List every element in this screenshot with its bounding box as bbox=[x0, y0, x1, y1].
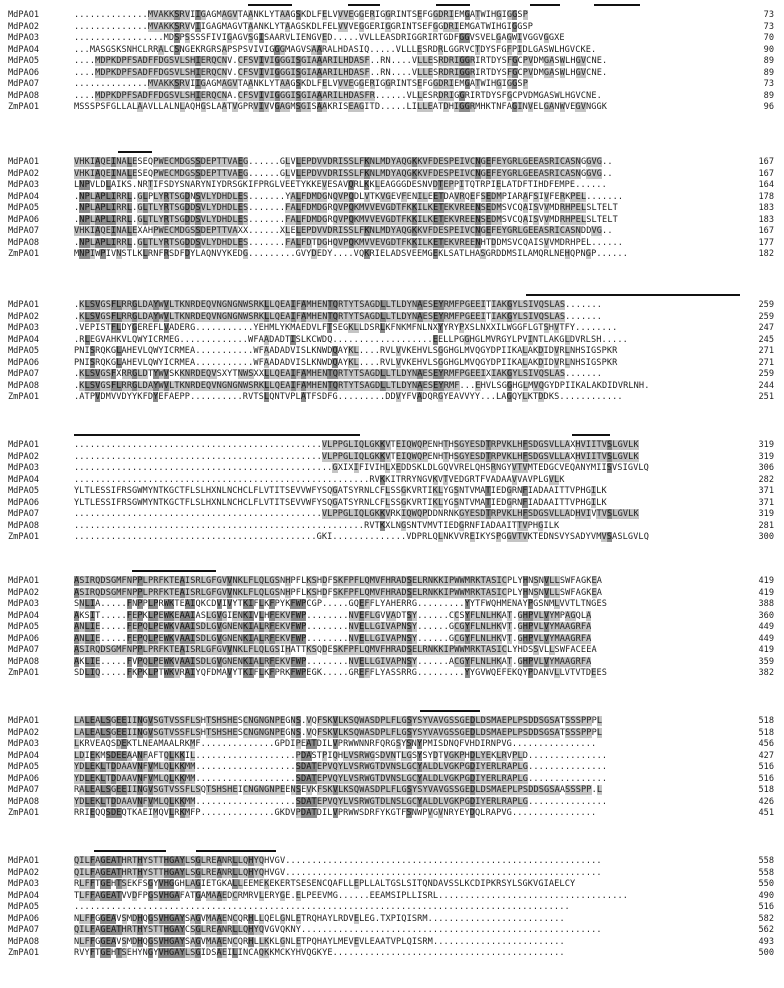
residue-position: 183 bbox=[758, 214, 774, 225]
alignment-row bbox=[0, 452, 784, 463]
residue-position: 319 bbox=[758, 509, 774, 519]
sequence-name: MdPAO4 bbox=[8, 890, 40, 901]
sequence-residues: ...............................................VLPPGLIQLGKKVTEIQWQPENHTHSGYESDTRPVKLHFSDGSVLLAXHVIITVSLGVLK bbox=[74, 440, 639, 450]
alignment-row bbox=[0, 68, 784, 79]
conserved-region-bar bbox=[420, 710, 480, 712]
sequence-residues: .................................................GXIXIFIVIHLXEDDSKLDLGQVVRELQHSRNGYVTVMTEDGCVEQANYMIISVSIGVLQ bbox=[74, 463, 649, 473]
sequence-residues: .................MDSPSSSSFIVIGAGVSGISAARVLIENGVED.....VVLLEASDRIGGRIRTGDFGGVSVELGAGWIVGGVGGXE bbox=[74, 33, 565, 43]
sequence-residues: ........................................................RVKKITRRYNGVKVTVEDGRTFVADAAVVAVPLGVLK bbox=[74, 474, 565, 485]
alignment-row bbox=[0, 335, 784, 346]
sequence-name: MdPAO2 bbox=[8, 727, 40, 738]
sequence-residues: .VEPISTFLDYGEREFLVADERG...........YEHMLYKMAEDVLFTSEGKLLDSRLKFNKMFNLNXYYRYPXSLNXXILWGGFLGTSHVTFY........ bbox=[74, 323, 618, 333]
alignment-block bbox=[0, 852, 784, 964]
alignment-row bbox=[0, 346, 784, 357]
sequence-name: MdPAO5 bbox=[8, 902, 40, 912]
sequence-name: MdPAO1 bbox=[8, 300, 40, 310]
alignment-row bbox=[0, 369, 784, 380]
alignment-row bbox=[0, 10, 784, 21]
sequence-name: ZmPAO1 bbox=[8, 392, 40, 402]
sequence-name: MdPAO7 bbox=[8, 509, 40, 519]
conserved-region-bar bbox=[526, 294, 740, 296]
residue-position: 562 bbox=[758, 925, 774, 935]
sequence-residues: ...MASGSKSNHCLRRALCSNGEKRGRSAPSPSVIVIGGGMAGVSAARALHDASIQ.....VLLLESRDRLGGRVCTDYSFGFPIDLGASWLHGVCKE. bbox=[74, 44, 597, 55]
sequence-residues: ..............................................GKI..............VDPRLQLNKVVREIKYSPGGVTVKTEDNSVYSADYVMVSASLGVLQ bbox=[74, 532, 649, 542]
sequence-name: ZmPAO1 bbox=[8, 808, 40, 818]
alignment-block bbox=[0, 296, 784, 408]
residue-position: 456 bbox=[758, 739, 774, 749]
sequence-residues: QILFAGEATHRTHYSTTHGAYLSGLREANRLLQHYQHVGV............................................................ bbox=[74, 867, 602, 878]
sequence-name: MdPAO6 bbox=[8, 67, 40, 78]
sequence-name: ZmPAO1 bbox=[8, 102, 40, 112]
sequence-residues: RVYFTGEHTSEHYNGYVHGAYLSGIDSAEILINCAQKKMCKYHVQGKYE............................................ bbox=[74, 948, 565, 958]
alignment-row bbox=[0, 91, 784, 102]
sequence-name: MdPAO6 bbox=[8, 633, 40, 644]
alignment-row bbox=[0, 440, 784, 451]
sequence-residues: VHKIAQEINALEXAHPWECMDGSSDEPTTVAXX......XLELEPDVVDRISSLFKNLMDYAQGKKVFDESPEIVCNGEFEYGRLGEEASRICASNDDVG.. bbox=[74, 226, 613, 236]
sequence-residues: TLFFAGEATVVDFPGSVHGAFATGAMAAEDCRMRVLERYGE.ELPEEVMG......EEAMSIPLLISRL.................................... bbox=[74, 890, 629, 901]
alignment-row bbox=[0, 622, 784, 633]
sequence-name: MdPAO2 bbox=[8, 587, 40, 598]
sequence-name: MdPAO5 bbox=[8, 622, 40, 632]
residue-position: 306 bbox=[758, 463, 774, 473]
alignment-row bbox=[0, 509, 784, 520]
alignment-row bbox=[0, 785, 784, 796]
residue-position: 271 bbox=[758, 357, 774, 368]
alignment-row bbox=[0, 192, 784, 203]
residue-position: 449 bbox=[758, 622, 774, 632]
alignment-row bbox=[0, 891, 784, 902]
sequence-residues: PNISRQKGLAHEVLQWYICRMEA...........WFAADADVISLKNWDQAYKL....RVLVVKEHVLSGGHGLMVQGYDPIIKALAKDIDVRLNHSIGSPKR bbox=[74, 346, 618, 356]
sequence-residues: RLFFTGEHTSEKFSGYVHGGHLAGIETGKALLEEMEKEKERTSESENCQAFLLEPLLALTGSLSITQNDAVSSLKCDIPKRSYLSGKVGIAELCY bbox=[74, 879, 576, 889]
sequence-name: MdPAO5 bbox=[8, 346, 40, 356]
sequence-residues: .KLSVGSFLRRGLDAYWVLTKNRDEQVNGNGNWSRKLLQEAIFAMHENTQRTYTSAGDLLTLDYNAESEYRMF...EHVLSGGHGLMVQGYDPIIKALAKDIDVRLNH. bbox=[74, 380, 650, 391]
residue-position: 167 bbox=[758, 168, 774, 179]
sequence-name: MdPAO5 bbox=[8, 486, 40, 496]
sequence-name: MdPAO3 bbox=[8, 599, 40, 609]
alignment-row bbox=[0, 180, 784, 191]
sequence-residues: NLFFGGEAVSMDHQGSVHGAYSAGVMAAENCQRHLLQELGNLETRQHAYLRDVELEG.TXPIQISRM.......................... bbox=[74, 913, 565, 924]
residue-position: 251 bbox=[758, 392, 774, 402]
alignment-row bbox=[0, 937, 784, 948]
residue-position: 70 bbox=[763, 33, 774, 43]
sequence-residues: .KLSVGSFLRRGLDAYWVLTKNRDEQVNGNGNWSRKLLQEAIFAMHENTQRTYTSAGDLLTLDYNAESEYRMFPGEEITIAKGYLSIVQSLAS....... bbox=[74, 311, 603, 322]
alignment-row bbox=[0, 392, 784, 403]
residue-position: 493 bbox=[758, 936, 774, 947]
alignment-row bbox=[0, 238, 784, 249]
sequence-name: MdPAO1 bbox=[8, 10, 40, 20]
sequence-residues: .NPLAPLIRRL.GLTLYRTSGDDSVLYDHDLES.......FALFDMDGRQVPQKMVVEVGDTFKKILKETEKVREENSEDMSVCQAISVVMDRHPELSLTELT bbox=[74, 214, 618, 225]
sequence-residues: LKRVEAQSDEKTLNEAMAALRKMF..............GPDIPEATDILVPRWWNNRFQRGSYSNYPMISDNQFVHDIRNPVG................ bbox=[74, 739, 597, 749]
alignment-row bbox=[0, 739, 784, 750]
sequence-name: MdPAO7 bbox=[8, 226, 40, 236]
sequence-name: MdPAO1 bbox=[8, 440, 40, 450]
sequence-residues: MNPIWPIVNSTLKLRNFRSDFDYLAQNVYKEDG.........GVYDEDY....VQKRIELADSVEEMGEKLSATLHASGRDDMSILAMQRLNEHQPNGP...... bbox=[74, 249, 628, 259]
conserved-region-bar bbox=[248, 4, 292, 6]
conserved-region-bar bbox=[594, 4, 640, 6]
residue-position: 183 bbox=[758, 203, 774, 213]
alignment-row bbox=[0, 463, 784, 474]
sequence-residues: MSSSPSFGLLALAAVLLALNLAQHGSLAATVGPRVIVVGAGMSGISAAKRISEAGITD.....LILLEATDHIGGRMHKTNFAGINVELGANWVEGVNGGK bbox=[74, 102, 608, 112]
sequence-residues: ANLIE.....FEPQLPEWKVAAISDLGVGNENKIALRFEKVFWP........NVELLGIVAPNSY......GCGYFLNLHKVT.GHPVLVYMAAGRFA bbox=[74, 622, 592, 632]
sequence-name: MdPAO3 bbox=[8, 323, 40, 333]
sequence-name: MdPAO8 bbox=[8, 520, 40, 531]
sequence-name: MdPAO4 bbox=[8, 334, 40, 345]
sequence-residues: .KLSVGSFXRRGLDTYWVSKKNRDEQVSXYTNWSXXLLQEAIFAMHENTQRTYTSAGDLLTLDYNAESEYRMFPGEEIXIAKGYLSIVQSLAS....... bbox=[74, 369, 603, 379]
sequence-residues: YLTLESSIFRSGWMYNTKGCTFLSLHXNLNCHCLFLVTITSEVVWFYSQGATSYRNLCFLSSGKVRTIKLYGSNTVMATIEDGRNFIADAAITTVPHGILK bbox=[74, 497, 607, 508]
residue-position: 247 bbox=[758, 323, 774, 333]
sequence-name: MdPAO1 bbox=[8, 576, 40, 586]
sequence-name: MdPAO2 bbox=[8, 867, 40, 878]
sequence-residues: ..............MVAKKSRVIIGAGMAGVTAANKLYTAAGSKDLFELVVVEGGERIGGRINTSEFGGDRIEMGATWIHGIGGSP bbox=[74, 10, 528, 20]
sequence-name: MdPAO8 bbox=[8, 656, 40, 667]
alignment-row bbox=[0, 56, 784, 67]
residue-position: 281 bbox=[758, 520, 774, 531]
sequence-name: MdPAO6 bbox=[8, 214, 40, 225]
residue-position: 516 bbox=[758, 773, 774, 784]
alignment-row bbox=[0, 588, 784, 599]
residue-position: 419 bbox=[758, 645, 774, 655]
alignment-row bbox=[0, 486, 784, 497]
sequence-residues: ..............MVAKKSRVIIGAGMAGVTAANKLYTAAGSKDLFELVVVEGGERIGGRINTSEFGGDRIEMGATWIHGIGGSP bbox=[74, 79, 528, 89]
residue-position: 371 bbox=[758, 497, 774, 508]
sequence-residues: .......................................................RVTKXLNGSNTVMVTIEDGRNFIADAAITTVPHGILK bbox=[74, 520, 560, 531]
alignment-row bbox=[0, 925, 784, 936]
residue-position: 259 bbox=[758, 311, 774, 322]
alignment-row bbox=[0, 657, 784, 668]
alignment-row bbox=[0, 645, 784, 656]
alignment-row bbox=[0, 300, 784, 311]
sequence-residues: AKSIT.....FEPKLPEWKEAAIASLGVGIENKIVLHFEKVFWP........NVEFLGVVADTSY......CCSYFLNLHKAT.GHPVLVYMPAGQLA bbox=[74, 610, 592, 621]
alignment-row bbox=[0, 169, 784, 180]
sequence-name: MdPAO1 bbox=[8, 157, 40, 167]
sequence-name: MdPAO5 bbox=[8, 203, 40, 213]
residue-position: 73 bbox=[763, 10, 774, 20]
sequence-name: ZmPAO1 bbox=[8, 532, 40, 542]
alignment-row bbox=[0, 751, 784, 762]
sequence-name: MdPAO8 bbox=[8, 796, 40, 807]
sequence-residues: YDLEKLTDDAAVNFVMLQLKKMM...................SDATEPVQYLVSRWGTDVNSLGCYALDLVGKPGDIYERLRAPLG............... bbox=[74, 773, 608, 784]
sequence-name: MdPAO8 bbox=[8, 380, 40, 391]
alignment-row bbox=[0, 902, 784, 913]
sequence-name: MdPAO3 bbox=[8, 33, 40, 43]
sequence-residues: ....MDPKDPFSADFFDGSVLSHIERQCNV.CFSVIVIGGGISGIAAARILHDASF..RN....VLLESRDRIGGRIRTDYSFGCPVDMGASWLHGVCNE. bbox=[74, 56, 608, 66]
alignment-block bbox=[0, 436, 784, 548]
alignment-row bbox=[0, 879, 784, 890]
sequence-residues: .NPLAPLIRRL.GLTLYRTSGDDSVLYDHDLES.......FALFDMDGRQVPQKMVVEVGDTFKKILKETEKVREENSEDMSVCQAISVVMDRHPELSLTELT bbox=[74, 203, 618, 213]
residue-position: 259 bbox=[758, 300, 774, 310]
sequence-residues: VHKIAQEINALESEQPWECMDGSSDEPTTVAEG......GLVLEPDVVDRISSLFKNLMDYAQGKKVFDESPEIVCNGEFEYGRLGEEASRICASNGGVG.. bbox=[74, 168, 613, 179]
alignment-row bbox=[0, 914, 784, 925]
sequence-residues: .............................................................................................. bbox=[74, 902, 570, 912]
alignment-row bbox=[0, 226, 784, 237]
residue-position: 164 bbox=[758, 180, 774, 190]
alignment-row bbox=[0, 856, 784, 867]
conserved-region-bar bbox=[196, 850, 276, 852]
sequence-residues: LDIEKMSDEEAANFAFTQLKKIL...................PDASTPIQHLVSRWGSDVNTLGSYSYDTVGKPHDLYEKLRVPLD............... bbox=[74, 750, 608, 761]
alignment-row bbox=[0, 358, 784, 369]
residue-position: 490 bbox=[758, 890, 774, 901]
sequence-name: MdPAO6 bbox=[8, 357, 40, 368]
sequence-name: MdPAO1 bbox=[8, 716, 40, 726]
sequence-residues: RALEALSGEEIINGVSGTVSSFLSQTSHSHEICNGNGNPEENSEVKFSKVLKSQWASDPLFLGSYSYVAVGSSGEDLDSMAEPLPSDDSGSAASSSPP.L bbox=[74, 785, 603, 795]
residue-position: 388 bbox=[758, 599, 774, 609]
conserved-region-bar bbox=[436, 4, 470, 6]
sequence-residues: SDLIQ.....FKPKLPTWKVRAIYQFDMAVYTKIFLKFPRKFWPEGK.....GREFFLYASSRRG.........YYGVWQEFEKQYPDANVLLVTVTDEES bbox=[74, 668, 608, 678]
alignment-block bbox=[0, 6, 784, 118]
sequence-residues: RRIEQQSDEQTKAEIMQVLRKMFP..............GKDVPDATDILVPRWWSDRFYKGTFSNWPVGVNRYEYDQLRAPVG................ bbox=[74, 808, 597, 818]
sequence-residues: .RLEGVAHKVLQWYICRMEG.............WFAADADTISLKCWDQ...................EELLPGGHGLMVRGYLPVINTLAKGLDVRLSH..... bbox=[74, 334, 628, 345]
sequence-name: ZmPAO1 bbox=[8, 948, 40, 958]
sequence-name: MdPAO4 bbox=[8, 191, 40, 202]
alignment-row bbox=[0, 381, 784, 392]
residue-position: 518 bbox=[758, 716, 774, 726]
sequence-residues: ....MDPKDPFSADFFDGSVLSHIERQCNV.CFSVIVIGGGISGIAAARILHDASF..RN....VLLESRDRIGGRIRTDYSFGCPVDMGASWLHGVCNE. bbox=[74, 67, 608, 78]
sequence-residues: LALEALSGEEIINGVSGTVSSFLSHTSHSHESCNGNGNPEGNS.VQFSKVLKSQWASDPLFLGSYSYVAVGSSGEDLDSMAEPLPSDDSGSATSSSPPPL bbox=[74, 727, 603, 738]
residue-position: 500 bbox=[758, 948, 774, 958]
alignment-row bbox=[0, 728, 784, 739]
residue-position: 550 bbox=[758, 879, 774, 889]
conserved-region-bar bbox=[530, 4, 560, 6]
residue-position: 90 bbox=[763, 44, 774, 55]
sequence-name: MdPAO7 bbox=[8, 369, 40, 379]
sequence-residues: ANLIE.....FEPQLPEWKVAAISDLGVGNENKIALRFEKVFWP........NVELLGIVAPNSY......GCGYFLNLHKVT.GHPVLVYMAAGRFA bbox=[74, 633, 592, 644]
alignment-row bbox=[0, 203, 784, 214]
sequence-residues: YDLEKLTDDAAVNFVMLQLKKMM...................SDATEPVQYLVSRWGTDLNSLGCYALDLVGKPGDIYERLRAPLG............... bbox=[74, 796, 608, 807]
sequence-residues: LALEALSGEEIINGVSGTVSSFLSHTSHSHESCNGNGNPEGNS.VQFSKVLKSQWASDPLFLGSYSYVAVGSSGEDLDSMAEPLPSDDSGSATSSSPPPL bbox=[74, 716, 603, 726]
sequence-name: MdPAO7 bbox=[8, 79, 40, 89]
residue-position: 451 bbox=[758, 808, 774, 818]
sequence-name: MdPAO6 bbox=[8, 497, 40, 508]
alignment-block bbox=[0, 572, 784, 684]
sequence-name: MdPAO5 bbox=[8, 56, 40, 66]
alignment-row bbox=[0, 716, 784, 727]
sequence-residues: ..............MVAKKSRVVIIGAGMAGVTAANKLYTAAGSKDLFELVVVEGGERIGGRINTSEFGGDRIEMGATWIHGIGGSP bbox=[74, 21, 534, 32]
sequence-residues: QILFAGEATHRTHYSTTHGAYCSGLREANRLLQHYQVGVQKNY......................................................... bbox=[74, 925, 602, 935]
conserved-region-bar bbox=[118, 151, 152, 153]
sequence-name: ZmPAO1 bbox=[8, 668, 40, 678]
residue-position: 73 bbox=[763, 79, 774, 89]
sequence-residues: .NPLAPLIRRL.GLPLYRTSGDNSVLYDHDLES.......YALFDMDGNQVPQDLVTKVGEVFENILEETDAVRQEFSEDMPIARAFSIVFERKPEL....... bbox=[74, 191, 624, 202]
sequence-name: ZmPAO1 bbox=[8, 249, 40, 259]
sequence-name: MdPAO7 bbox=[8, 925, 40, 935]
residue-position: 167 bbox=[758, 226, 774, 236]
sequence-residues: ....MDPKDPFSADFFDGSVLSHIERQCNA.CFSVIVIGGGISGIAAARILHDASFR......VLLESRDRIGGRIRTDYSFGCPVDMGASWLHGVCNE. bbox=[74, 90, 602, 101]
sequence-name: MdPAO2 bbox=[8, 311, 40, 322]
residue-position: 89 bbox=[763, 67, 774, 78]
residue-position: 426 bbox=[758, 796, 774, 807]
residue-position: 271 bbox=[758, 346, 774, 356]
alignment-row bbox=[0, 774, 784, 785]
alignment-row bbox=[0, 249, 784, 260]
residue-position: 89 bbox=[763, 56, 774, 66]
residue-position: 319 bbox=[758, 451, 774, 462]
alignment-row bbox=[0, 634, 784, 645]
residue-position: 182 bbox=[758, 249, 774, 259]
alignment-row bbox=[0, 521, 784, 532]
sequence-residues: PNISRQKGLAHEVLQWYICRMEA...........WFAADADVISLKNWDQAYKL....RVLVVKEHVLSGGHGLMVQGYDPIIKALAKDIDVRLNHSIGSPKR bbox=[74, 357, 618, 368]
residue-position: 167 bbox=[758, 157, 774, 167]
alignment-row bbox=[0, 79, 784, 90]
sequence-name: MdPAO4 bbox=[8, 44, 40, 55]
alignment-row bbox=[0, 532, 784, 543]
residue-position: 259 bbox=[758, 369, 774, 379]
alignment-row bbox=[0, 868, 784, 879]
sequence-name: MdPAO8 bbox=[8, 237, 40, 248]
alignment-row bbox=[0, 45, 784, 56]
alignment-row bbox=[0, 762, 784, 773]
alignment-row bbox=[0, 215, 784, 226]
residue-position: 518 bbox=[758, 727, 774, 738]
alignment-row bbox=[0, 475, 784, 486]
sequence-name: MdPAO8 bbox=[8, 90, 40, 101]
residue-position: 282 bbox=[758, 474, 774, 485]
residue-position: 244 bbox=[758, 380, 774, 391]
conserved-region-bar bbox=[572, 434, 610, 436]
residue-position: 245 bbox=[758, 334, 774, 345]
sequence-residues: SNLIA.....FNPPLPRWKTEAIQKCDVIVYTKIFLKFPYKFWPCGP.....GQEFFLYAHERRG.........YYTFWQHMENAYPGSNMLVVTLTNGES bbox=[74, 599, 607, 609]
residue-position: 558 bbox=[758, 856, 774, 866]
residue-position: 89 bbox=[763, 90, 774, 101]
sequence-name: MdPAO3 bbox=[8, 180, 40, 190]
alignment-row bbox=[0, 22, 784, 33]
sequence-residues: AKLIE.....FVPQLPEWKVAAISDLGVGNENKIALRFEKVFWP........NVELLGIVAPNSY......ACGYFLNLHKAT.GHPVLVYMAAGRFA bbox=[74, 656, 592, 667]
alignment-row bbox=[0, 948, 784, 959]
conserved-region-bar bbox=[348, 4, 380, 6]
sequence-name: MdPAO4 bbox=[8, 474, 40, 485]
sequence-residues: NLFFGGEAVSMDHQGSVHGAYSAGVMAAENCQRHLLKKLGNLETPQHAYLMEVEVLEAATVPLQISRM......................... bbox=[74, 936, 565, 947]
sequence-name: MdPAO7 bbox=[8, 785, 40, 795]
sequence-name: MdPAO2 bbox=[8, 21, 40, 32]
alignment-row bbox=[0, 611, 784, 622]
alignment-row bbox=[0, 599, 784, 610]
sequence-residues: YDLEKLTDDAAVNFVMLQLKKMM...................SDATEPVQYLVSRWGTDVNSLGCYALDLVGKPGDIYERLRAPLG............... bbox=[74, 762, 608, 772]
sequence-name: MdPAO4 bbox=[8, 610, 40, 621]
sequence-residues: ASIRQDSGMFNPPLPRFKTEAISRLGFGVVNKLFLQLGSNHPFLKSHDFSKFPFLQMVFHRADSELRNKKIPWWMRKTASICPLYHNSNVLLSWFAGKEA bbox=[74, 587, 603, 598]
sequence-residues: .KLSVGSFLRRGLDAYWVLTKNRDEQVNGNGNWSRKLLQEAIFAMHENTQRTYTSAGDLLTLDYNAESEYRMFPGEEITIAKGYLSIVQSLAS....... bbox=[74, 300, 603, 310]
residue-position: 359 bbox=[758, 656, 774, 667]
sequence-residues: ASIRQDSGMFNPPLPRFKTEAISRLGFGVVNKLFLQLGSNHPFLKSHDFSKFPFLQMVFHRADSELRNKKIPWWMRKTASICPLYHNSNVLLSWFAGKEA bbox=[74, 576, 603, 586]
sequence-name: MdPAO8 bbox=[8, 936, 40, 947]
residue-position: 300 bbox=[758, 532, 774, 542]
residue-position: 449 bbox=[758, 633, 774, 644]
residue-position: 177 bbox=[758, 237, 774, 248]
sequence-residues: QILFAGEATHRTHYSTTHGAYLSGLREANRLLQHYQHVGV............................................................ bbox=[74, 856, 602, 866]
alignment-row bbox=[0, 498, 784, 509]
sequence-residues: YLTLESSIFRSGWMYNTKGCTFLSLHXNLNCHCLFLVTITSEVVWFYSQGATSYRNLCFLSSGKVRTIKLYGSNTVMATIEDGRNFIADAAITTVPHGILK bbox=[74, 486, 607, 496]
residue-position: 427 bbox=[758, 750, 774, 761]
sequence-name: MdPAO6 bbox=[8, 913, 40, 924]
residue-position: 419 bbox=[758, 576, 774, 586]
sequence-name: MdPAO3 bbox=[8, 739, 40, 749]
sequence-residues: ...............................................VLPPGLIQLGKKVRKIQWQPDDNRNKGYESDTRPVKLHFSDGSVLLADHVIVTVSLGVLK bbox=[74, 509, 639, 519]
sequence-residues: .ATPVDMVVDYYKFDYEFAEPP..........RVTSLQNTVPLATFSDFG.........DDVYFVADQRGYEAVVYY...LAGQYLKTDDKS............ bbox=[74, 392, 623, 402]
residue-position: 516 bbox=[758, 762, 774, 772]
alignment-row bbox=[0, 808, 784, 819]
residue-position: 96 bbox=[763, 102, 774, 112]
sequence-name: MdPAO6 bbox=[8, 773, 40, 784]
sequence-residues: VHKIAQEINALESEQPWECMDGSSDEPTTVAEG......GLVLEPDVVDRISSLFKNLMDYAQGKKVFDESPEIVCNGEFEYGRLGEEASRICASNGGVG.. bbox=[74, 157, 613, 167]
alignment-row bbox=[0, 102, 784, 113]
conserved-region-bar bbox=[74, 434, 360, 436]
sequence-residues: LNPVLDLAIKS.NRTIFSDYSNARYNIYDRSGKIFPRGLVEETYKKEVESAVQRLKKLEAGGGDESNVDTEPPITQTRPIELATDFTIHDFEMPE...... bbox=[74, 180, 607, 190]
alignment-row bbox=[0, 668, 784, 679]
sequence-name: MdPAO3 bbox=[8, 463, 40, 473]
sequence-name: MdPAO3 bbox=[8, 879, 40, 889]
alignment-row bbox=[0, 312, 784, 323]
sequence-name: MdPAO1 bbox=[8, 856, 40, 866]
sequence-residues: ...............................................VLPPGLIQLGKKVTEIQWQPENHTHSGYESDTRPVKLHFSDGSVLLAXHVIITVSLGVLK bbox=[74, 451, 639, 462]
residue-position: 582 bbox=[758, 913, 774, 924]
alignment-row bbox=[0, 797, 784, 808]
residue-position: 178 bbox=[758, 191, 774, 202]
sequence-name: MdPAO7 bbox=[8, 645, 40, 655]
sequence-name: MdPAO2 bbox=[8, 168, 40, 179]
residue-position: 516 bbox=[758, 902, 774, 912]
alignment-row bbox=[0, 576, 784, 587]
conserved-region-bar bbox=[132, 570, 216, 572]
residue-position: 382 bbox=[758, 668, 774, 678]
alignment-row bbox=[0, 33, 784, 44]
residue-position: 558 bbox=[758, 867, 774, 878]
sequence-name: MdPAO4 bbox=[8, 750, 40, 761]
alignment-row bbox=[0, 157, 784, 168]
conserved-region-bar bbox=[94, 850, 166, 852]
sequence-residues: ASIRQDSGMFNPPLPRFKTEAISRLGFGVVNKLFLQLGSIHATTKSQDESKFPFLQMVFHRADSELRNKKIPWWMRKTASICLYHDSSVLLSWFACEEA bbox=[74, 645, 597, 655]
sequence-name: MdPAO5 bbox=[8, 762, 40, 772]
sequence-name: MdPAO2 bbox=[8, 451, 40, 462]
alignment-row bbox=[0, 323, 784, 334]
sequence-residues: .NPLAPLIRRL.GLTLYRTSGDDSVLYDHDLES.......FALFDTDGHQVPQKMVVEVGDTFKKILKETEKVREENHTDDMSVCQAISVVMDRHPEL...... bbox=[74, 237, 624, 248]
residue-position: 518 bbox=[758, 785, 774, 795]
alignment-block bbox=[0, 712, 784, 824]
residue-position: 360 bbox=[758, 610, 774, 621]
residue-position: 73 bbox=[763, 21, 774, 32]
residue-position: 419 bbox=[758, 587, 774, 598]
residue-position: 371 bbox=[758, 486, 774, 496]
residue-position: 319 bbox=[758, 440, 774, 450]
alignment-block bbox=[0, 153, 784, 265]
